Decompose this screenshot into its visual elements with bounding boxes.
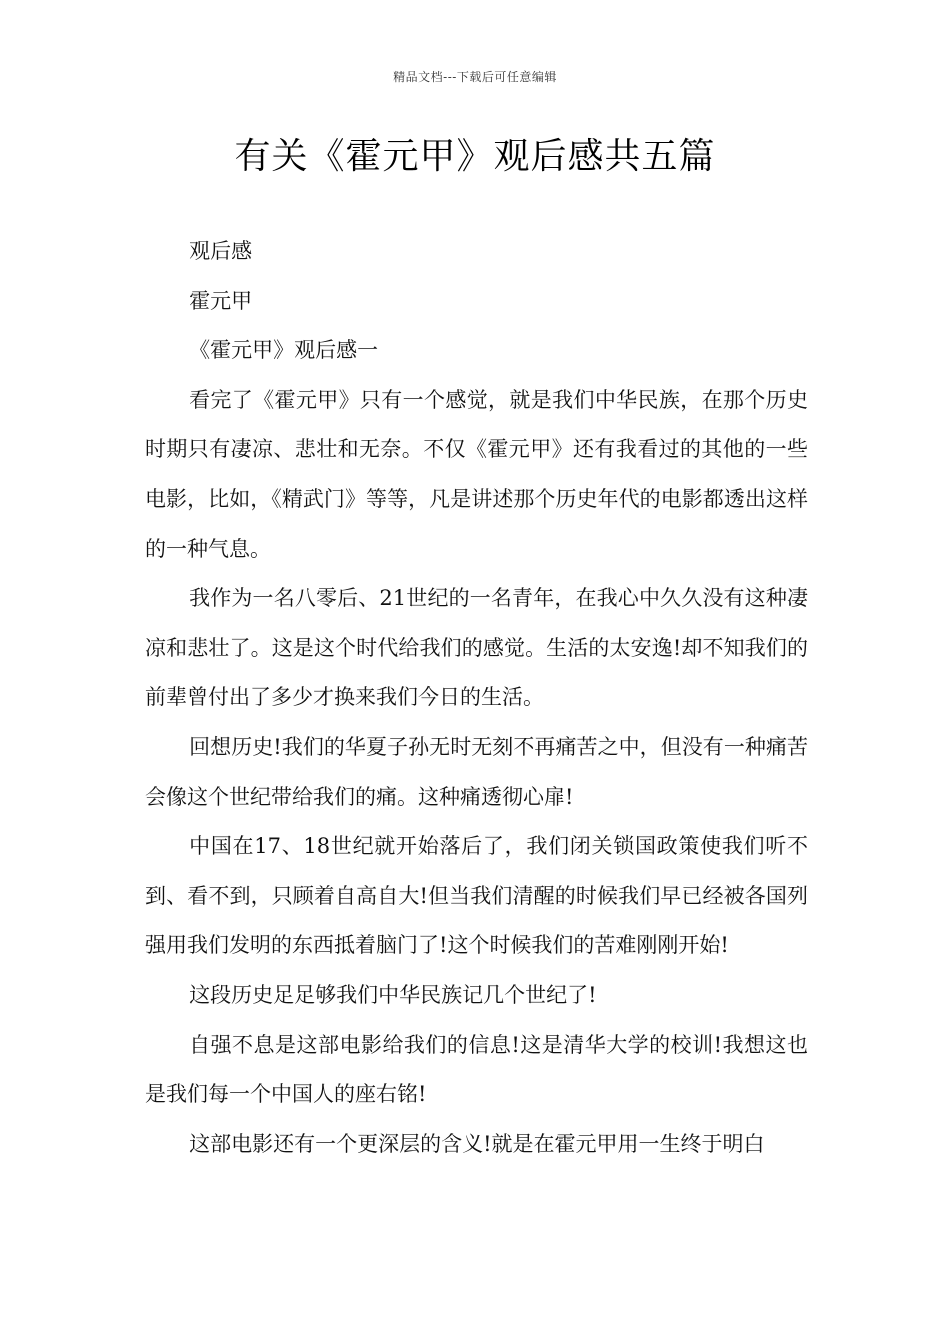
paragraph: 回想历史!我们的华夏子孙无时无刻不再痛苦之中，但没有一种痛苦会像这个世纪带给我们的痛。这种痛透彻心扉! bbox=[145, 734, 808, 809]
paragraph: 这部电影还有一个更深层的含义!就是在霍元甲用一生终于明白 bbox=[189, 1131, 765, 1156]
document-title: 有关《霍元甲》观后感共五篇 bbox=[234, 136, 716, 177]
document-body bbox=[145, 227, 808, 1169]
paragraph: 这段历史足足够我们中华民族记几个世纪了! bbox=[189, 982, 597, 1007]
paragraph: 《霍元甲》观后感一 bbox=[189, 338, 379, 363]
paragraph: 自强不息是这部电影给我们的信息!这是清华大学的校训!我想这也是我们每一个中国人的座右铭! bbox=[145, 1032, 808, 1107]
paragraph: 观后感 bbox=[189, 239, 253, 263]
paragraph: 看完了《霍元甲》只有一个感觉，就是我们中华民族，在那个历史时期只有凄凉、悲壮和无奈。不仅《霍元甲》还有我看过的其他的一些电影，比如，《精武门》等等，凡是讲述那个历史年代的电影都透出这样的一种气息。 bbox=[145, 387, 808, 561]
paragraph: 霍元甲 bbox=[189, 288, 253, 313]
paragraph: 我作为一名八零后、21世纪的一名青年，在我心中久久没有这种凄凉和悲壮了。这是这个时代给我们的感觉。生活的太安逸!却不知我们的前辈曾付出了多少才换来我们今日的生活。 bbox=[145, 586, 808, 710]
paragraph: 中国在17、18世纪就开始落后了，我们闭关锁国政策使我们听不到、看不到，只顾着自高自大!但当我们清醒的时候我们早已经被各国列强用我们发明的东西抵着脑门了!这个时候我们的苦难刚刚开始! bbox=[145, 834, 808, 958]
header-note: 精品文档---下载后可任意编辑 bbox=[393, 70, 557, 84]
